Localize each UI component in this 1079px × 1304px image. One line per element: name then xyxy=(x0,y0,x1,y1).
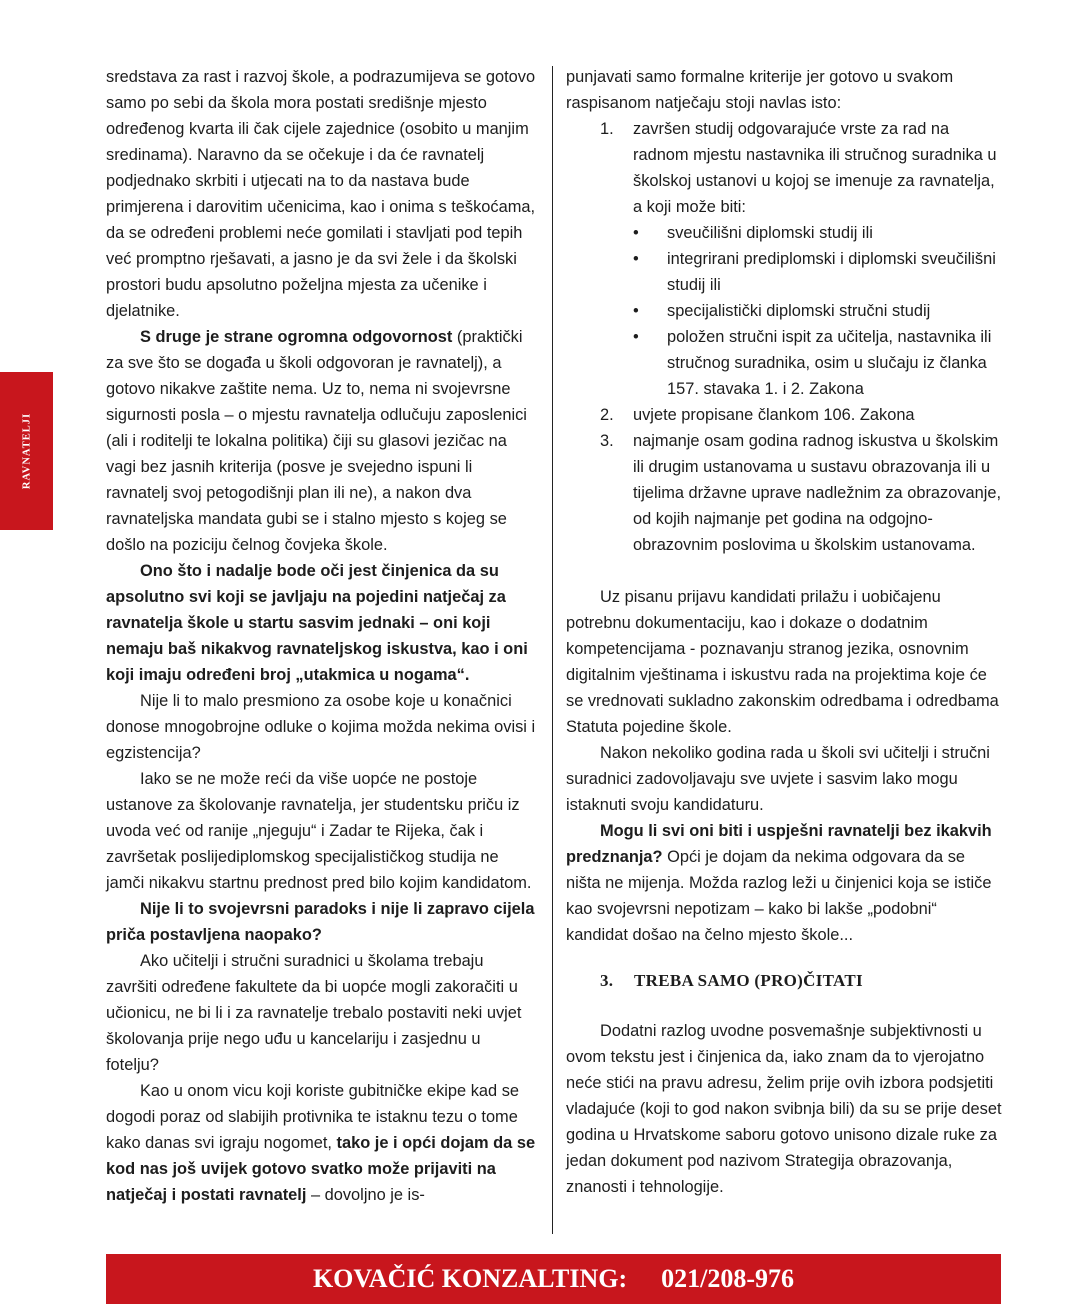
paragraph: Nakon nekoliko godina rada u školi svi učitelji i stručni suradnici zadovoljavaju sve uvjete i sasvim lako mogu istaknuti svoju kandidaturu. xyxy=(566,744,990,814)
list-number: 2. xyxy=(600,406,614,424)
list-item xyxy=(566,402,1002,428)
bullet-icon: • xyxy=(633,224,639,242)
paragraph xyxy=(106,324,536,558)
paragraph-text: Opći je dojam da nekima odgovara da se ništa ne mijenja. Možda razlog leži u činjenici koja se ističe kao svojevrsni nepotizam – kako bi lakše „podobni“ kandidat došao na čelno mjesto škole... xyxy=(566,848,992,944)
footer-banner xyxy=(106,1254,1001,1304)
section-side-tab xyxy=(0,372,53,530)
degree-bullet-list xyxy=(633,220,1002,402)
paragraph xyxy=(566,818,1002,948)
bullet-item xyxy=(566,246,1002,298)
bold-lead: S druge je strane ogromna odgovornost xyxy=(140,328,453,346)
requirements-list xyxy=(566,116,1002,558)
column-divider xyxy=(552,66,553,1234)
bold-lead: Mogu li svi oni biti i uspješni ravnatelji bez ikakvih predznanja? xyxy=(566,822,992,866)
bullet-text: položen stručni ispit za učitelja, nastavnika ili stručnog suradnika, osim u slučaju iz članka 157. stavaka 1. i 2. Zakona xyxy=(667,328,992,398)
section-title: TREBA SAMO (PRO)ČITATI xyxy=(634,971,863,990)
paragraph xyxy=(106,1078,536,1208)
paragraph: Nije li to malo presmiono za osobe koje u konačnici donose mnogobrojne odluke o kojima možda nekima ovisi i egzistencija? xyxy=(106,692,536,762)
paragraph: Ako učitelji i stručni suradnici u školama trebaju završiti određene fakultete da bi uopće mogli zakoračiti u učionicu, ne bi li i za ravnatelje trebalo postaviti neki uvjet školovanja prije nego uđu u kancelariju i zasjednu u fotelju? xyxy=(106,952,522,1074)
right-column xyxy=(566,64,1002,1200)
side-tab-label: RAVNATELJI xyxy=(21,412,32,490)
section-number: 3. xyxy=(600,971,614,990)
list-item xyxy=(566,428,1002,558)
list-item xyxy=(566,116,1002,402)
bold-paragraph: Nije li to svojevrsni paradoks i nije li zapravo cijela priča postavljena naopako? xyxy=(106,900,535,944)
list-item-text: završen studij odgovarajuće vrste za rad na radnom mjestu nastavnika ili stručnog suradnika u školskoj ustanovi u kojoj se imenuje za ravnatelja, a koji može biti: xyxy=(633,120,997,216)
bullet-icon: • xyxy=(633,250,639,268)
list-number: 1. xyxy=(600,120,614,138)
spacer xyxy=(566,558,1002,584)
list-item-text: uvjete propisane člankom 106. Zakona xyxy=(633,406,915,424)
bold-paragraph: Ono što i nadalje bode oči jest činjenica da su apsolutno svi koji se javljaju na pojedini natječaj za ravnatelja škole u startu sasvim jednaki – oni koji nemaju baš nikakvog ravnateljskog iskustva, kao i oni koji imaju određeni broj „utakmica u nogama“. xyxy=(106,562,528,684)
footer-company: KOVAČIĆ KONZALTING: xyxy=(312,1264,628,1293)
paragraph: Iako se ne može reći da više uopće ne postoje ustanove za školovanje ravnatelja, jer studentsku priču iz uvoda već od ranije „njeguju“ i Zadar te Rijeka, čak i završetak poslijediplomskog specijalističkog studija ne jamči nikakvu startnu prednost pred bilo kojim kandidatom. xyxy=(106,770,532,892)
paragraph-text: – dovoljno je is- xyxy=(306,1186,425,1204)
paragraph: punjavati samo formalne kriterije jer gotovo u svakom raspisanom natječaju stoji navlas isto: xyxy=(566,68,954,112)
list-number: 3. xyxy=(600,432,614,450)
bullet-text: integrirani prediplomski i diplomski sveučilišni studij ili xyxy=(667,250,996,294)
paragraph-text: Kao u onom vicu koji koriste gubitničke ekipe kad se dogodi poraz od slabijih protivnika te istaknu tezu o tome kako danas svi igraju nogomet, xyxy=(106,1082,520,1152)
list-item-text: najmanje osam godina radnog iskustva u školskim ili drugim ustanovama u sustavu obrazovanja ili u tijelima državne uprave nadležnim za obrazovanje, od kojih najmanje pet godina na odgojno-obrazovnim poslovima u školskim ustanovama. xyxy=(633,432,1002,554)
paragraph-text: (praktički za sve što se događa u školi odgovoran je ravnatelj), a gotovo nikakve zaštite nema. Uz to, nema ni svojevrsne sigurnosti posla – o mjestu ravnatelja odlučuju zaposlenici (ali i roditelji te lokalna politika) čiji su glasovi jezičac na vagi bez jasnih kriterija (posve je svejedno ispuni li ravnatelj svoj petogodišnji plan ili ne), a nakon dva ravnateljska mandata gubi se i stalno mjesto s kojeg se došlo na poziciju čelnog čovjeka škole. xyxy=(106,328,527,554)
paragraph: Dodatni razlog uvodne posvemašnje subjektivnosti u ovom tekstu jest i činjenica da, iako znam da to vjerojatno neće stići na pravu adresu, želim prije ovih izbora podsjetiti vladajuće (koji to god nakon svibnja bili) da su se prije deset godina u Hrvatskome saboru gotovo unisono dizale ruke za jedan dokument pod nazivom Strategija obrazovanja, znanosti i tehnologije. xyxy=(566,1022,1002,1196)
bullet-icon: • xyxy=(633,302,639,320)
bullet-item xyxy=(566,298,1002,324)
bold-inline: tako je i opći dojam da se kod nas još uvijek gotovo svatko može prijaviti na natječaj i postati ravnatelj xyxy=(106,1134,536,1204)
paragraph: sredstava za rast i razvoj škole, a podrazumijeva se gotovo samo po sebi da škola mora postati središnje mjesto određenog kvarta ili čak cijele zajednice (osobito u manjim sredinama). Naravno da se očekuje i da će ravnatelj podjednako skrbiti i utjecati na to da nastava bude primjerena i darovitim učenicima, kao i onima s teškoćama, da se određeni problemi neće gomilati i stavljati pod tepih već promptno rješavati, a jasno je da svi žele i da školski prostori budu apsolutno poželjna mjesta za učenike i djelatnike. xyxy=(106,68,536,320)
paragraph: Uz pisanu prijavu kandidati prilažu i uobičajenu potrebnu dokumentaciju, kao i dokaze o dodatnim kompetencijama - poznavanju stranog jezika, osnovnim digitalnim vještinama i iskustvu rada na projektima koje će se vrednovati sukladno zakonskim odredbama i odredbama Statuta pojedine škole. xyxy=(566,588,999,736)
bullet-text: specijalistički diplomski stručni studij xyxy=(667,302,931,320)
footer-phone: 021/208-976 xyxy=(661,1264,795,1293)
section-heading xyxy=(566,968,1002,994)
left-column xyxy=(106,64,536,1208)
bullet-item xyxy=(566,324,1002,402)
bullet-item xyxy=(566,220,1002,246)
bullet-icon: • xyxy=(633,328,639,346)
bullet-text: sveučilišni diplomski studij ili xyxy=(667,224,873,242)
